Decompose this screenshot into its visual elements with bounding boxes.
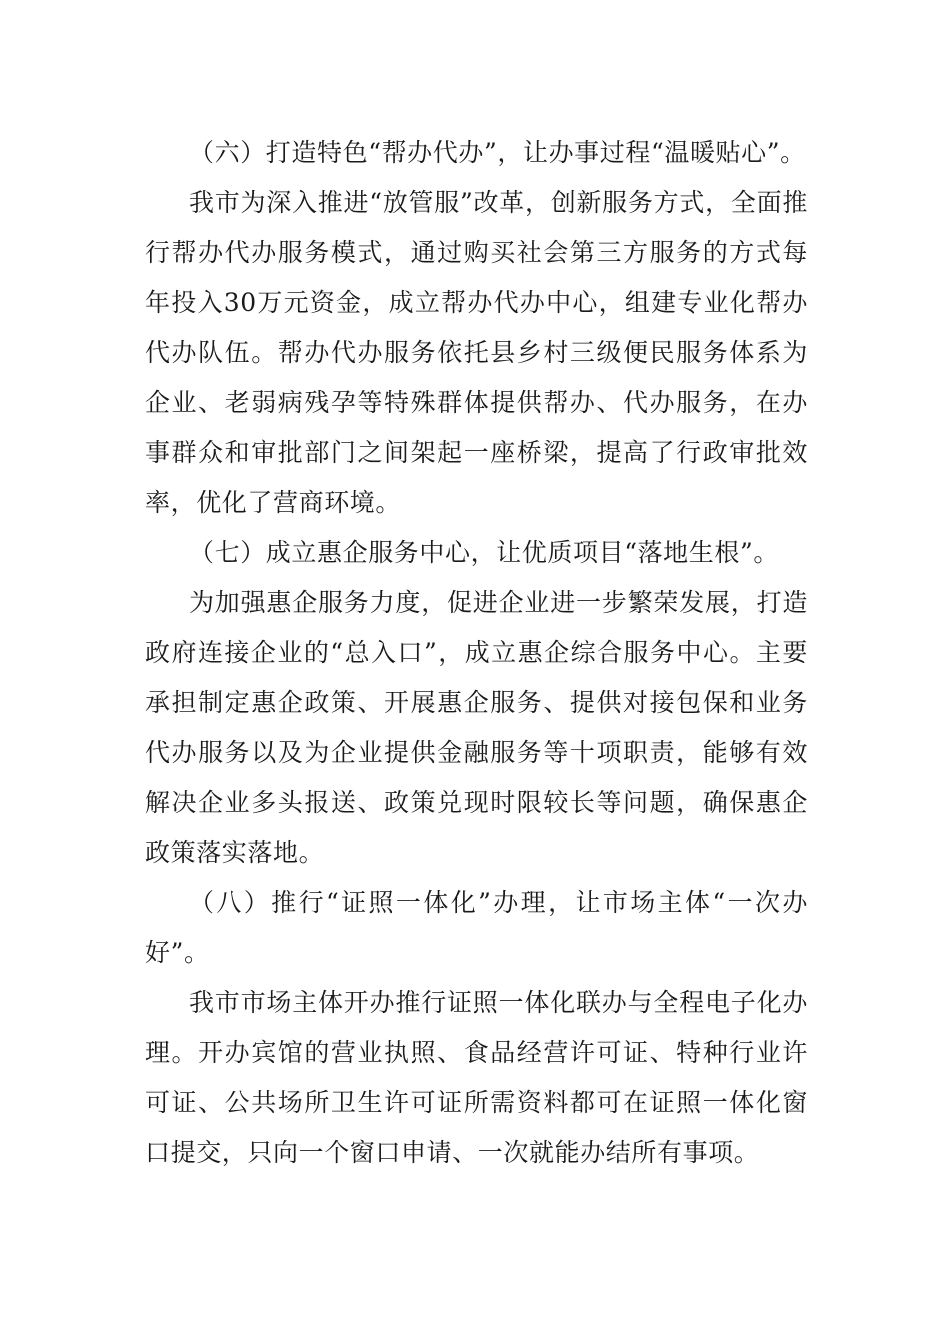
- section-heading-8: （八）推行“证照一体化”办理，让市场主体“一次办好”。: [145, 888, 808, 967]
- section-paragraph-7: 为加强惠企服务力度，促进企业进一步繁荣发展，打造政府连接企业的“总入口”，成立惠企综合服务中心。主要承担制定惠企政策、开展惠企服务、提供对接包保和业务代办服务以及为企业提供金融服务等十项职责，能够有效解决企业多头报送、政策兑现时限较长等问题，确保惠企政策落实落地。: [145, 588, 808, 867]
- section-paragraph-8: 我市市场主体开办推行证照一体化联办与全程电子化办理。开办宾馆的营业执照、食品经营许可证、特种行业许可证、公共场所卫生许可证所需资料都可在证照一体化窗口提交，只向一个窗口申请、一次就能办结所有事项。: [145, 988, 808, 1167]
- document-body: [145, 128, 808, 1178]
- section-paragraph-6: 我市为深入推进“放管服”改革，创新服务方式，全面推行帮办代办服务模式，通过购买社会第三方服务的方式每年投入30万元资金，成立帮办代办中心，组建专业化帮办代办队伍。帮办代办服务依托县乡村三级便民服务体系为企业、老弱病残孕等特殊群体提供帮办、代办服务，在办事群众和审批部门之间架起一座桥梁，提高了行政审批效率，优化了营商环境。: [145, 188, 808, 517]
- section-heading-6: （六）打造特色“帮办代办”，让办事过程“温暖贴心”。: [189, 138, 806, 167]
- section-heading-7: （七）成立惠企服务中心，让优质项目“落地生根”。: [189, 538, 779, 567]
